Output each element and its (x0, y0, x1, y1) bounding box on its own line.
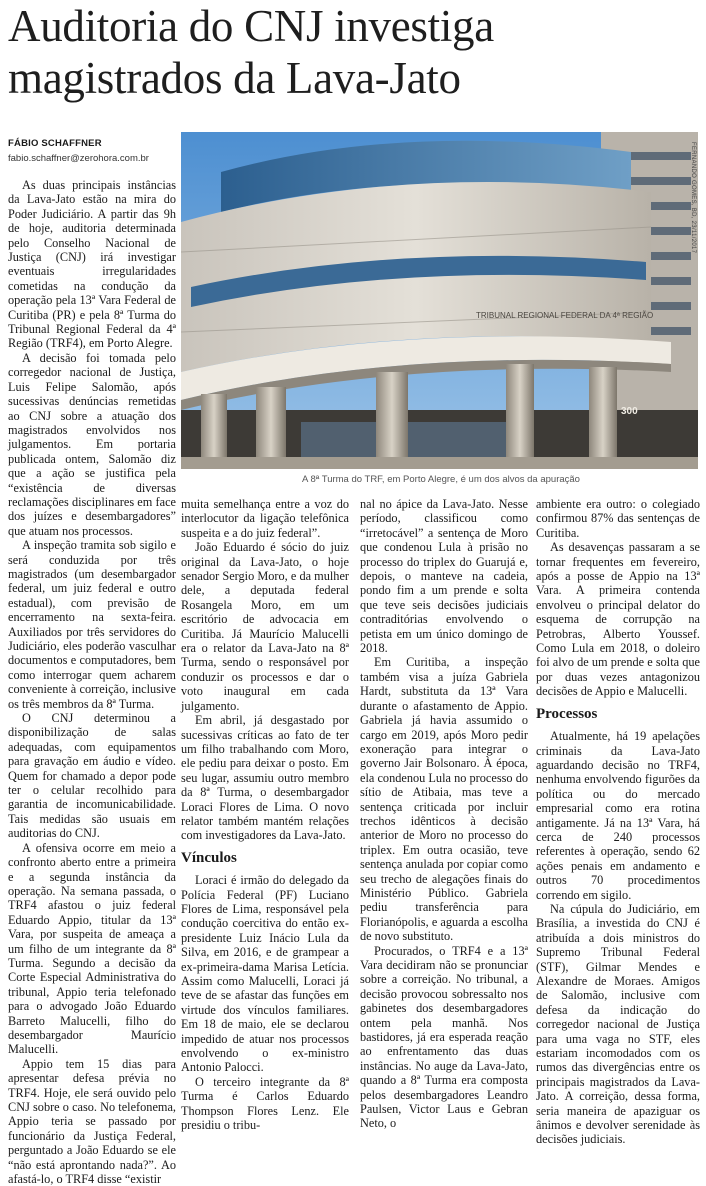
paragraph: muita semelhança entre a voz do interlocutor da ligação telefônica suspeita e a do juiz federal”. (181, 497, 349, 540)
article-column-4 (536, 497, 700, 1147)
paragraph: nal no ápice da Lava-Jato. Nesse período, classificou como “irretocável” a sentença de Moro que condenou Lula à prisão no processo do triplex do Guarujá e, depois, o manteve na cadeia, pondo fim a um prende e solta que teve seis decisões judiciais contraditórias envolvendo o petista em um único domingo de 2018. (360, 497, 528, 656)
paragraph: A inspeção tramita sob sigilo e será conduzida por três magistrados (um desembargador federal, um juiz federal e outro estadual), com previsão de encerramento na sexta-feira. Auxiliados por três servidores do Judiciário, eles poderão vasculhar documentos e computadores, bem como interrogar quem acharem conveniente à correição, inclusive os três membros da 8ª Turma. (8, 538, 176, 711)
subheading-processos: Processos (536, 705, 598, 722)
author-email[interactable]: fabio.schaffner@zerohora.com.br (8, 153, 149, 164)
building-illustration (181, 132, 698, 469)
paragraph: As duas principais instâncias da Lava-Jato estão na mira do Poder Judiciário. A partir das 9h de hoje, auditoria determinada pelo Conselho Nacional de Justiça (CNJ) irá investigar eventuais irregularidades cometidas na condução da operação pela 13ª Vara Federal de Curitiba (PR) e pela 8ª Turma do Tribunal Regional Federal da 4ª Região (TRF4), em Porto Alegre. (8, 178, 176, 351)
trf4-building-photo (181, 132, 698, 469)
paragraph: Atualmente, há 19 apelações criminais da Lava-Jato aguardando decisão no TRF4, nenhuma envolvendo figurões da política ou do mercado empresarial como era rotina antigamente. Já na 13ª Vara, há cerca de 240 processos referentes à operação, sendo 62 ações penais em andamento e outros 70 procedimentos correndo em sigilo. (536, 729, 700, 902)
paragraph: João Eduardo é sócio do juiz original da Lava-Jato, o hoje senador Sergio Moro, e da mulher dele, a deputada federal Rosangela Moro, em um escritório de advocacia em Curitiba. Já Maurício Malucelli era o relator da Lava-Jato na 8ª Turma, sendo o responsável por conduzir os processos e dar o voto inaugural em cada julgamento. (181, 540, 349, 713)
article-column-1 (8, 178, 176, 1186)
facade-lettering: TRIBUNAL REGIONAL FEDERAL DA 4ª REGIÃO (476, 311, 654, 320)
paragraph: Em abril, já desgastado por sucessivas críticas ao fato de ter um filho trabalhando com Moro, ele pediu para deixar o posto. Em seu lugar, assumiu outro membro da 8ª Turma, o desembargador Loraci Flores de Lima. O novo relator também mantém relações com investigadores da Lava-Jato. (181, 713, 349, 843)
article-column-3 (360, 497, 528, 1131)
byline (8, 138, 178, 164)
paragraph: A ofensiva ocorre em meio a confronto aberto entre a primeira e a segunda instância da operação. Na semana passada, o TRF4 afastou o juiz federal Eduardo Appio, titular da 13ª Vara, por suspeita de ameaça a um filho de um integrante da 8ª Turma. Segundo a decisão da Corte Especial Administrativa do tribunal, Appio teria telefonado para o advogado João Eduardo Barreto Malucelli, filho do desembargador Maurício Malucelli. (8, 840, 176, 1057)
building-number: 300 (621, 406, 638, 417)
paragraph: A decisão foi tomada pelo corregedor nacional de Justiça, Luis Felipe Salomão, após sucessivas denúncias remetidas ao CNJ sobre a atuação dos magistrados envolvidos nos julgamentos. Em portaria publicada ontem, Salomão diz que a ação se justifica pela “existência de diversas reclamações disciplinares em face dos juízes e desembargadores” que atuam nos processos. (8, 350, 176, 538)
subheading-vinculos: Vínculos (181, 849, 237, 866)
paragraph: O CNJ determinou a disponibilização de salas adequadas, com equipamentos para gravação em áudio e vídeo. Quem for chamado a depor pode ter o celular recolhido para garantia de incomunicabilidade. Tais medidas são usuais em auditorias do CNJ. (8, 711, 176, 841)
photo-credit: FERNANDO GOMES, BD, 23/11/2017 (690, 142, 696, 254)
paragraph: Procurados, o TRF4 e a 13ª Vara decidiram não se pronunciar sobre a correição. No tribunal, a decisão provocou sobressalto nos gabinetes dos desembargadores ontem pela manhã. Nos bastidores, já era esperada reação ao enfrentamento das duas instâncias. No auge da Lava-Jato, quando a 8ª Turma era composta pelos desembargadores Leandro Paulsen, Victor Laus e Gebran Neto, o (360, 943, 528, 1131)
paragraph: Loraci é irmão do delegado da Polícia Federal (PF) Luciano Flores de Lima, responsável pela condução coercitiva do então ex-presidente Luiz Inácio Lula da Silva, em 2016, e de grampear a ex-primeira-dama Marisa Letícia. Assim como Malucelli, Loraci já teve de se afastar das funções em virtude dos vínculos familiares. Em 18 de maio, ele se declarou impedido de atuar nos processos envolvendo o ex-ministro Antonio Palocci. (181, 873, 349, 1075)
paragraph: Na cúpula do Judiciário, em Brasília, a investida do CNJ é atribuída a dois ministros do Supremo Tribunal Federal (STF), Gilmar Mendes e Alexandre de Moraes. Amigos de Salomão, inclusive com defesa da indicação do corregedor nacional de Justiça para uma vaga no STF, eles estariam incomodados com os rumos das divergências entre os principais magistrados da Lava-Jato. A correição, dessa forma, seria maneira de apaziguar os ânimos e devolver serenidade às decisões judiciais. (536, 901, 700, 1147)
paragraph: ambiente era outro: o colegiado confirmou 87% das sentenças de Curitiba. (536, 497, 700, 540)
paragraph: As desavenças passaram a se tornar frequentes em fevereiro, após a posse de Appio na 13ª Vara. A primeira contenda envolveu o principal delator do esquema de corrupção na Petrobras, Alberto Youssef. Como Lula em 2018, o doleiro foi alvo de um prende e solta que por duas vezes antagonizou decisões de Appio e Malucelli. (536, 540, 700, 699)
photo-caption: A 8ª Turma do TRF, em Porto Alegre, é um dos alvos da apuração (302, 474, 580, 485)
paragraph: Em Curitiba, a inspeção também visa a juíza Gabriela Hardt, substituta da 13ª Vara durante o afastamento de Appio. Gabriela já havia assumido o cargo em 2019, após Moro pedir exoneração para integrar o governo Jair Bolsonaro. À época, ela condenou Lula no processo do sítio de Atibaia, mas teve a sentença criticada por incluir trechos idênticos à decisão anterior de Moro no processo do triplex. Em outra ocasião, teve sentença anulada por copiar como seu trecho de alegações finais do Ministério Público. Gabriela pediu transferência para Florianópolis, e aguarda a escolha de novo substituto. (360, 655, 528, 944)
paragraph: O terceiro integrante da 8ª Turma é Carlos Eduardo Thompson Flores Lenz. Ele presidiu o tribu- (181, 1074, 349, 1133)
headline: Auditoria do CNJ investiga magistrados da Lava-Jato (8, 1, 494, 103)
paragraph: Appio tem 15 dias para apresentar defesa prévia no TRF4. Hoje, ele será ouvido pelo CNJ sobre o caso. No telefonema, Appio teria se passado por funcionário da Justiça Federal, perguntado a João Eduardo se ele “não está aprontando nada?”. Ao afastá-lo, o TRF4 disse “existir (8, 1056, 176, 1186)
article-column-2 (181, 497, 349, 1132)
author-name: FÁBIO SCHAFFNER (8, 138, 102, 149)
